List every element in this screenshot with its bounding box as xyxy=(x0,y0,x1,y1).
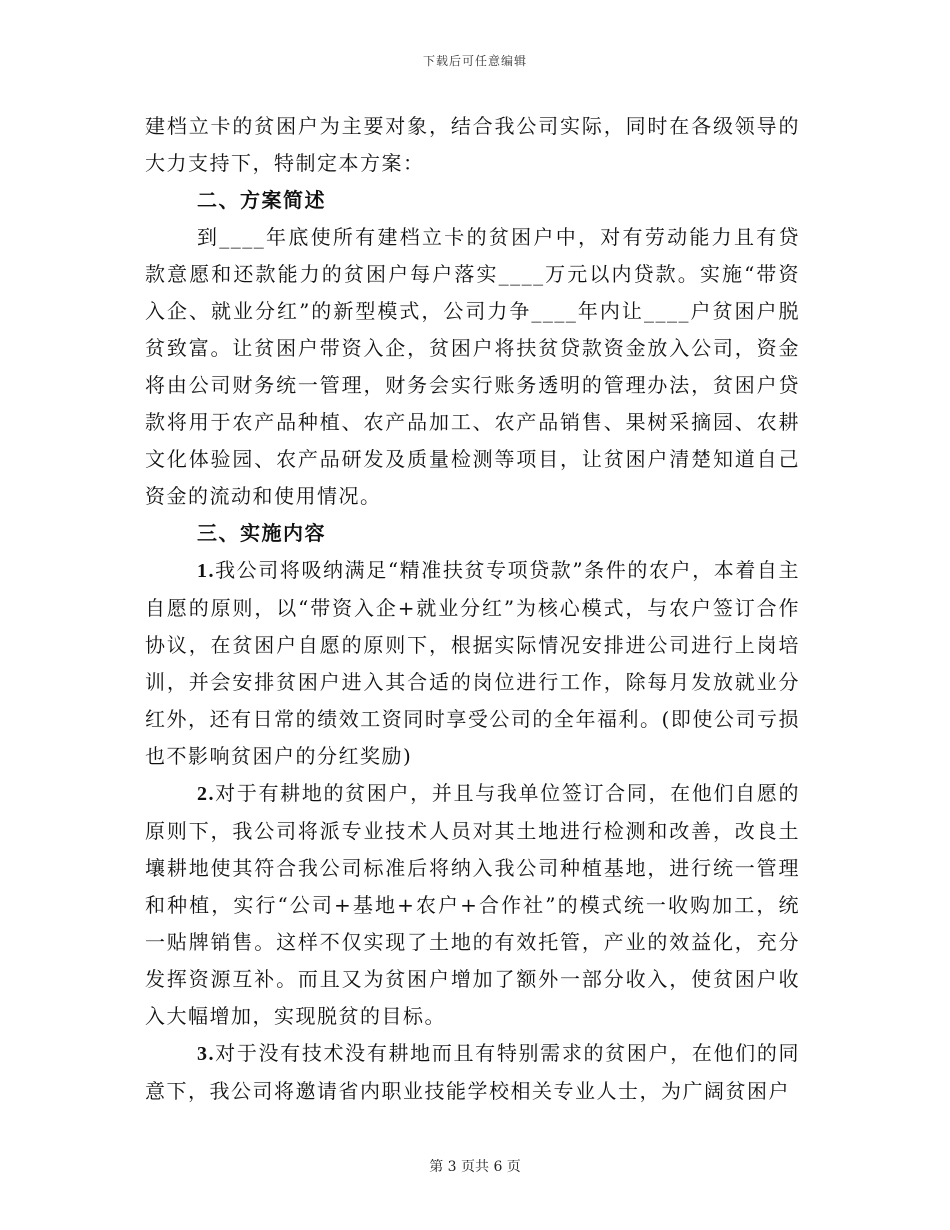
section-heading-overview: 二、方案简述 xyxy=(197,188,326,212)
page-header: 下载后可任意编辑 xyxy=(422,54,527,68)
implementation-item-2 xyxy=(145,775,800,1035)
page-footer: 第 3 页共 6 页 xyxy=(429,1159,521,1175)
section-heading-implementation: 三、实施内容 xyxy=(197,521,326,545)
intro-continuation: 建档立卡的贫困户为主要对象，结合我公司实际，同时在各级领导的大力支持下，特制定本方案： xyxy=(145,114,800,175)
item-text: 对于有耕地的贫困户，并且与我单位签订合同，在他们自愿的原则下，我公司将派专业技术人员对其土地进行检测和改善，改良土壤耕地使其符合我公司标准后将纳入我公司种植基地，进行统一管理和种植，实行“公司+基地+农户+合作社”的模式统一收购加工，统一贴牌销售。这样不仅实现了土地的有效托管，产业的效益化，充分发挥资源互补。而且又为贫困户增加了额外一部分收入，使贫困户收入大幅增加，实现脱贫的目标。 xyxy=(145,781,800,1028)
item-number: 3. xyxy=(197,1043,215,1065)
document-body xyxy=(145,108,800,1110)
implementation-item-1 xyxy=(145,552,800,775)
implementation-item-3 xyxy=(145,1035,800,1110)
overview-paragraph: 到____年底使所有建档立卡的贫困户中，对有劳动能力且有贷款意愿和还款能力的贫困户每户落实____万元以内贷款。实施“带资入企、就业分红”的新型模式，公司力争____年内让____户贫困户脱贫致富。让贫困户带资入企，贫困户将扶贫贷款资金放入公司，资金将由公司财务统一管理，财务会实行账务透明的管理办法，贫困户贷款将用于农产品种植、农产品加工、农产品销售、果树采摘园、农耕文化体验园、农产品研发及质量检测等项目，让贫困户清楚知道自己资金的流动和使用情况。 xyxy=(145,225,800,508)
item-text: 我公司将吸纳满足“精准扶贫专项贷款”条件的农户，本着自主自愿的原则，以“带资入企+就业分红”为核心模式，与农户签订合作协议，在贫困户自愿的原则下，根据实际情况安排进公司进行上岗培训，并会安排贫困户进入其合适的岗位进行工作，除每月发放就业分红外，还有日常的绩效工资同时享受公司的全年福利。(即使公司亏损也不影响贫困户的分红奖励) xyxy=(145,558,800,768)
item-number: 1. xyxy=(197,560,215,582)
item-text: 对于没有技术没有耕地而且有特别需求的贫困户，在他们的同意下，我公司将邀请省内职业技能学校相关专业人士，为广阔贫困户 xyxy=(145,1041,800,1103)
item-number: 2. xyxy=(197,783,215,805)
